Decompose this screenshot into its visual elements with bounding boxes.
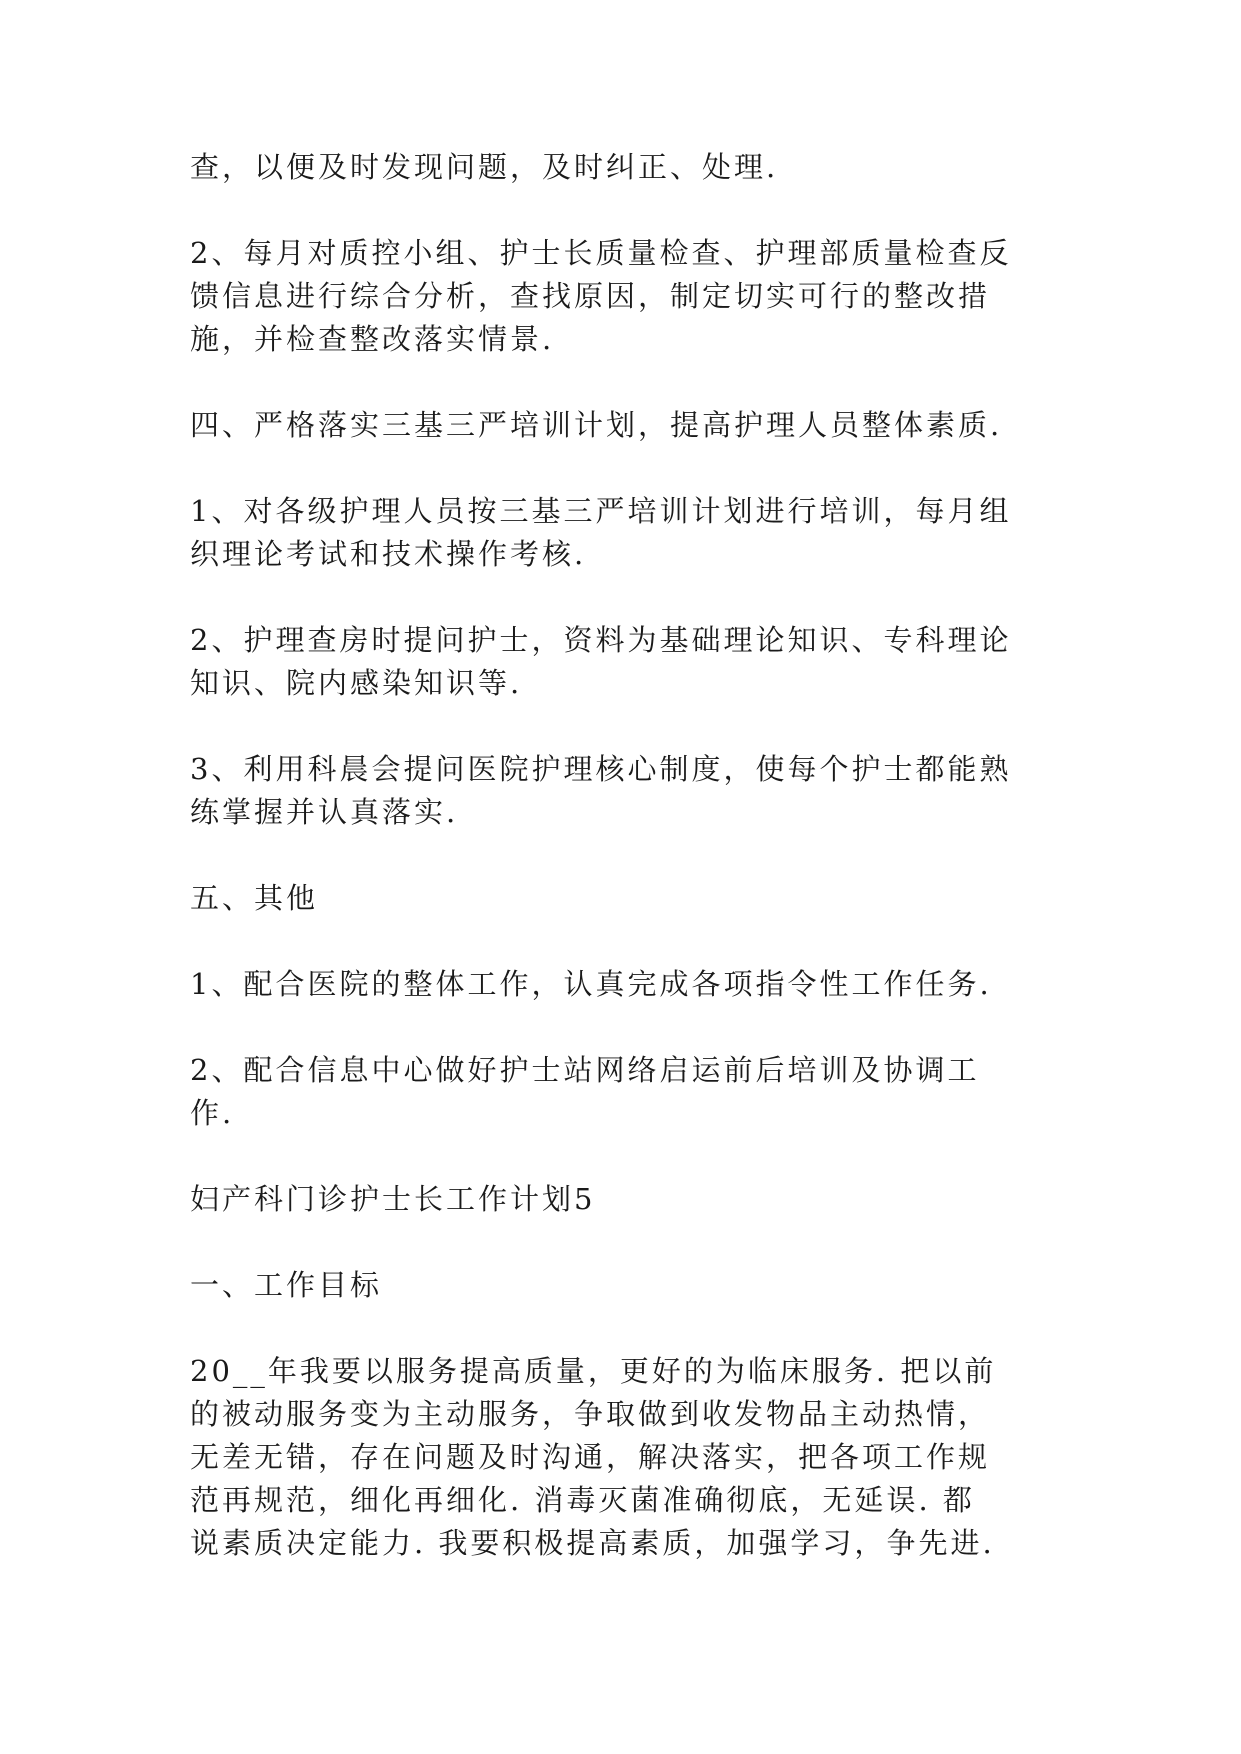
document-body (190, 146, 1045, 1608)
text-line: 说素质决定能力. 我要积极提高素质，加强学习，争先进. (190, 1526, 995, 1560)
paragraph (190, 146, 1045, 189)
text-line: 无差无错，存在问题及时沟通，解决落实，把各项工作规 (190, 1440, 991, 1474)
text-line: 一、工作目标 (190, 1268, 383, 1302)
text-line: 查，以便及时发现问题，及时纠正、处理. (190, 150, 779, 184)
text-line: 20__年我要以服务提高质量，更好的为临床服务. 把以前 (190, 1354, 997, 1388)
section-heading (190, 404, 1045, 447)
paragraph (190, 232, 1045, 361)
text-line: 妇产科门诊护士长工作计划5 (190, 1182, 596, 1216)
text-line: 知识、院内感染知识等. (190, 666, 523, 700)
text-line: 2、每月对质控小组、护士长质量检查、护理部质量检查反 (190, 236, 1012, 270)
paragraph (190, 748, 1045, 834)
text-line: 的被动服务变为主动服务，争取做到收发物品主动热情， (190, 1397, 991, 1431)
text-line: 五、其他 (190, 881, 319, 915)
text-line: 1、对各级护理人员按三基三严培训计划进行培训，每月组 (190, 494, 1012, 528)
text-line: 练掌握并认真落实. (190, 795, 459, 829)
text-line: 施，并检查整改落实情景. (190, 322, 555, 356)
paragraph (190, 490, 1045, 576)
paragraph (190, 1049, 1045, 1135)
paragraph (190, 619, 1045, 705)
text-line: 织理论考试和技术操作考核. (190, 537, 587, 571)
text-line: 四、严格落实三基三严培训计划，提高护理人员整体素质. (190, 408, 1003, 442)
paragraph (190, 1350, 1045, 1565)
paragraph (190, 963, 1045, 1006)
text-line: 范再规范，细化再细化. 消毒灭菌准确彻底，无延误. 都 (190, 1483, 975, 1517)
section-heading (190, 877, 1045, 920)
text-line: 作. (190, 1096, 235, 1130)
text-line: 馈信息进行综合分析，查找原因，制定切实可行的整改措 (190, 279, 991, 313)
document-title (190, 1178, 1045, 1221)
text-line: 3、利用科晨会提问医院护理核心制度，使每个护士都能熟 (190, 752, 1012, 786)
text-line: 1、配合医院的整体工作，认真完成各项指令性工作任务. (190, 967, 992, 1001)
text-line: 2、护理查房时提问护士，资料为基础理论知识、专科理论 (190, 623, 1012, 657)
text-line: 2、配合信息中心做好护士站网络启运前后培训及协调工 (190, 1053, 980, 1087)
section-heading (190, 1264, 1045, 1307)
